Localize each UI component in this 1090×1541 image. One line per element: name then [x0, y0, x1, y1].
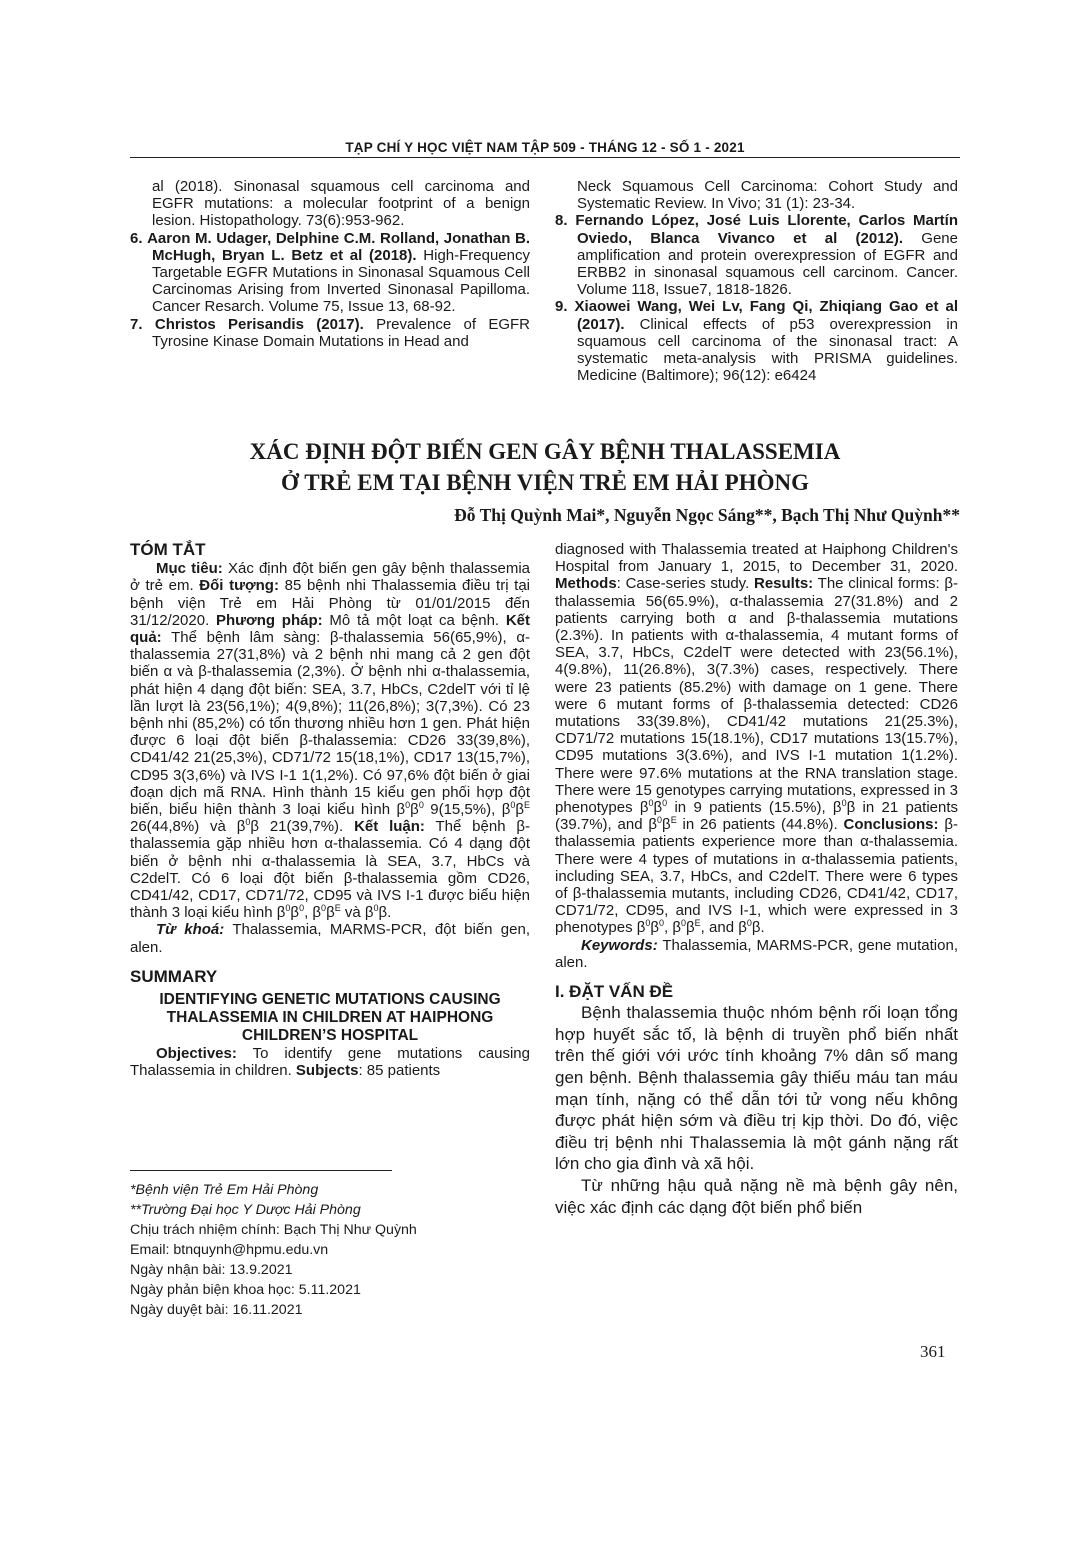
article-authors: Đỗ Thị Quỳnh Mai*, Nguyễn Ngọc Sáng**, Bạch Thị Như Quỳnh**: [454, 505, 960, 525]
footnotes: [130, 1180, 530, 1320]
abstract-right-column: [555, 541, 958, 1218]
intro-heading: I. ĐẶT VẤN ĐỀ: [555, 982, 674, 1002]
footnote-accepted: Ngày duyệt bài: 16.11.2021: [130, 1302, 303, 1318]
intro-paragraph-1: Bệnh thalassemia thuộc nhóm bệnh rối loạn tổng hợp huyết sắc tố, là bệnh di truyền phổ biến nhất trên thế giới với ước tính khoảng 7% dân số mang gen bệnh. Bệnh thalassemia gây thiếu máu tan máu mạn tính, nặng có thể dẫn tới tử vong nếu không được phát hiện sớm và điều trị kịp thời. Do đó, việc điều trị bệnh nhi Thalassemia là một gánh nặng rất lớn cho gia đình và xã hội.: [555, 1003, 958, 1174]
abstract-keywords-vn: Từ khoá: Thalassemia, MARMS-PCR, đột biến gen, alen.: [130, 921, 530, 956]
reference-9: 9. Xiaowei Wang, Wei Lv, Fang Qi, Zhiqiang Gao et al (2017). Clinical effects of p53 overexpression in squamous cell carcinoma of the sinonasal tract: A systematic meta-analysis with PRISMA guidelines. Medicine (Baltimore); 96(12): e6424: [555, 298, 958, 385]
page-number: 361: [920, 1342, 946, 1361]
summary-body-continued: diagnosed with Thalassemia treated at Haiphong Children's Hospital from January 1, 2015, to December 31, 2020. Methods: Case-series study. Results: The clinical forms: β-thalassemia 56(65.9%), α-thalassemia 27(31.8%) and 2 patients carrying both α and β-thalassemia mutations (2.3%). In patients with α-thalassemia, 4 mutant forms of SEA, 3.7, HbCs, C2delT were detected with 23(56.1%), 4(9.8%), 11(26.8%), 3(7.3%) cases, respectively. There were 23 patients (85.2%) with damage on 1 gene. There were 6 mutant forms of β-thalassemia detected: CD26 mutations 33(39.8%), CD41/42 mutations 21(25.3%), CD71/72 mutations 15(18.1%), CD17 mutations 13(15.7%), CD95 mutations 3(3.6%), and IVS I-1 mutation 1(1.2%). There were 97.6% mutations at the RNA translation stage. There were 15 genotypes carrying mutations, expressed in 3 phenotypes $\beta^0\beta^0$ in 9 patients (15.5%), $\beta^0\beta$ in 21 patients (39.7%), and $\beta^0\beta^E$ in 26 patients (44.8%). Conclusions: β-thalassemia patients experience more than α-thalassemia. There were 4 types of mutations in α-thalassemia patients, including SEA, 3.7, HbCs, and C2delT. There were 6 types of β-thalassemia mutants, including CD26, CD41/42, CD17, CD71/72, CD95, and IVS I-1, which were expressed in 3 phenotypes $\beta^0\beta^0$, $\beta^0\beta^E$, and $\beta^0\beta$.: [555, 541, 959, 937]
article-title: XÁC ĐỊNH ĐỘT BIẾN GEN GÂY BỆNH THALASSEMIA Ở TRẺ EM TẠI BỆNH VIỆN TRẺ EM HẢI PHÒNG: [249, 439, 841, 495]
intro-paragraph-2: Từ những hậu quả nặng nề mà bệnh gây nên, việc xác định các dạng đột biến phổ biến: [555, 1176, 958, 1217]
reference-5-continued: al (2018). Sinonasal squamous cell carcinoma and EGFR mutations: a molecular footprint of a benign lesion. Histopathology. 73(6):953-962.: [152, 178, 530, 230]
references-left: [130, 178, 530, 350]
reference-7-continued: Neck Squamous Cell Carcinoma: Cohort Study and Systematic Review. In Vivo; 31 (1): 23-34.: [577, 178, 958, 213]
summary-keywords: Keywords: Thalassemia, MARMS-PCR, gene mutation, alen.: [555, 936, 958, 971]
footnote-reviewed: Ngày phản biện khoa học: 5.11.2021: [130, 1282, 361, 1298]
reference-6: 6. Aaron M. Udager, Delphine C.M. Rolland, Jonathan B. McHugh, Bryan L. Betz et al (2018). High-Frequency Targetable EGFR Mutations in Sinonasal Squamous Cell Carcinomas Arising from Inverted Sinonasal Papilloma. Cancer Resarch. Volume 75, Issue 13, 68-92.: [130, 229, 530, 316]
summary-title: IDENTIFYING GENETIC MUTATIONS CAUSING THALASSEMIA IN CHILDREN AT HAIPHONG CHILDREN’S HOSPITAL: [159, 991, 501, 1045]
footnote-rule: [130, 1170, 392, 1171]
reference-8: 8. Fernando López, José Luis Llorente, Carlos Martín Oviedo, Blanca Vivanco et al (2012). Gene amplification and protein overexpression of EGFR and ERBB2 in sinonasal squamous cell carcinom. Cancer. Volume 118, Issue7, 1818-1826.: [555, 212, 959, 299]
abstract-left-column: [130, 541, 530, 1079]
footnote-corresponding: Chịu trách nhiệm chính: Bạch Thị Như Quỳnh: [130, 1222, 417, 1238]
summary-heading: SUMMARY: [130, 966, 218, 986]
header-rule: [130, 157, 960, 158]
running-header: TẠP CHÍ Y HỌC VIỆT NAM TẬP 509 - THÁNG 12 - SỐ 1 - 2021: [345, 140, 745, 155]
footnote-affiliation-1: *Bệnh viện Trẻ Em Hải Phòng: [130, 1182, 319, 1198]
abstract-heading: TÓM TẮT: [130, 540, 206, 559]
footnote-affiliation-2: **Trường Đại học Y Dược Hải Phòng: [130, 1202, 361, 1218]
references-right: [555, 178, 958, 384]
reference-7: 7. Christos Perisandis (2017). Prevalence of EGFR Tyrosine Kinase Domain Mutations in Head and: [130, 315, 531, 350]
footnote-received: Ngày nhận bài: 13.9.2021: [130, 1262, 293, 1278]
abstract-vn-body: Mục tiêu: Xác định đột biến gen gây bệnh thalassemia ở trẻ em. Đối tượng: 85 bệnh nhi Thalassemia điều trị tại bệnh viện Trẻ em Hải Phòng từ 01/01/2015 đến 31/12/2020. Phương pháp: Mô tả một loạt ca bệnh. Kết quả: Thể bệnh lâm sàng: β-thalassemia 56(65,9%), α-thalassemia 27(31,8%) và 2 bệnh nhi mang cả 2 gen đột biến α và β-thalassemia (2,3%). Ở bệnh nhi α-thalassemia, phát hiện 4 dạng đột biến: SEA, 3.7, HbCs, C2delT với tỉ lệ lần lượt là 23(56,1%); 4(9,8%); 11(26,8%); 3(7,3%). Có 23 bệnh nhi (85,2%) có tổn thương nhiều hơn 1 gen. Phát hiện được 6 loại đột biến β-thalassemia: CD26 33(39,8%), CD41/42 21(25,3%), CD71/72 15(18,1%), CD17 13(15,7%), CD95 3(3,6%) và IVS I-1 1(1,2%). Có 97,6% đột biến ở giai đoạn dịch mã RNA. Hình thành 15 kiểu gen phối hợp đột biến, biểu hiện thành 3 loại kiểu hình $\beta^0\beta^0$ 9(15,5%), $\beta^0\beta^E$ 26(44,8%) và $\beta^0\beta$ 21(39,7%). Kết luận: Thể bệnh β-thalassemia gặp nhiều hơn α-thalassemia. Có 4 dạng đột biến ở bệnh nhi α-thalassemia là SEA, 3.7, HbCs và C2delT. Có 6 loại đột biến β-thalassemia gồm CD26, CD41/42, CD17, CD71/72, CD95 và IVS I-1 được biểu hiện thành 3 loại kiểu hình $\beta^0\beta^0$, $\beta^0\beta^E$ và $\beta^0\beta$.: [130, 560, 531, 922]
summary-body-start: Objectives: To identify gene mutations causing Thalassemia in children. Subjects: 85 patients: [130, 1045, 530, 1080]
footnote-email: Email: btnquynh@hpmu.edu.vn: [130, 1242, 329, 1258]
